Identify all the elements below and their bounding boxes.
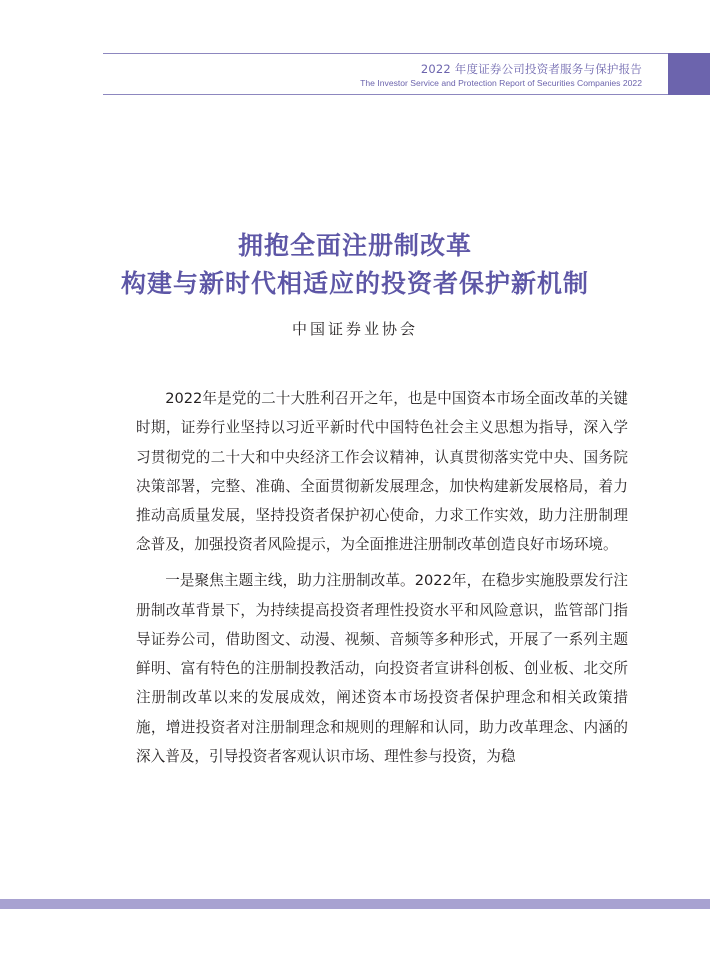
- article-title: [0, 227, 710, 303]
- article-title-line-1: 拥抱全面注册制改革: [237, 231, 472, 260]
- header-accent-tab: [668, 53, 710, 95]
- article-author: 中国证券业协会: [291, 320, 418, 338]
- article-title-line-2: 构建与新时代相适应的投资者保护新机制: [120, 269, 589, 298]
- header-rule-top: [103, 53, 668, 54]
- header-rule-bottom: [103, 94, 668, 95]
- body-paragraph-1: 2022年是党的二十大胜利召开之年，也是中国资本市场全面改革的关键时期，证券行业坚持以习近平新时代中国特色社会主义思想为指导，深入学习贯彻党的二十大和中央经济工作会议精神，认真贯彻落实党中央、国务院决策部署，完整、准确、全面贯彻新发展理念，加快构建新发展格局，着力推动高质量发展，坚持投资者保护初心使命，力求工作实效，助力注册制理念普及，加强投资者风险提示，为全面推进注册制改革创造良好市场环境。: [136, 390, 628, 554]
- report-title-chinese: 2022 年度证券公司投资者服务与保护报告: [420, 62, 642, 76]
- article-body: [136, 384, 628, 778]
- body-paragraph-2: 一是聚焦主题主线，助力注册制改革。2022年，在稳步实施股票发行注册制改革背景下，为持续提高投资者理性投资水平和风险意识，监管部门指导证券公司，借助图文、动漫、视频、音频等多种形式，开展了一系列主题鲜明、富有特色的注册制投教活动，向投资者宣讲科创板、创业板、北交所注册制改革以来的发展成效，阐述资本市场投资者保护理念和相关政策措施，增进投资者对注册制理念和规则的理解和认同，助力改革理念、内涵的深入普及，引导投资者客观认识市场、理性参与投资，为稳: [136, 572, 628, 766]
- report-title-english: The Investor Service and Protection Report of Securities Companies 2022: [360, 78, 642, 88]
- footer-band: [0, 899, 710, 909]
